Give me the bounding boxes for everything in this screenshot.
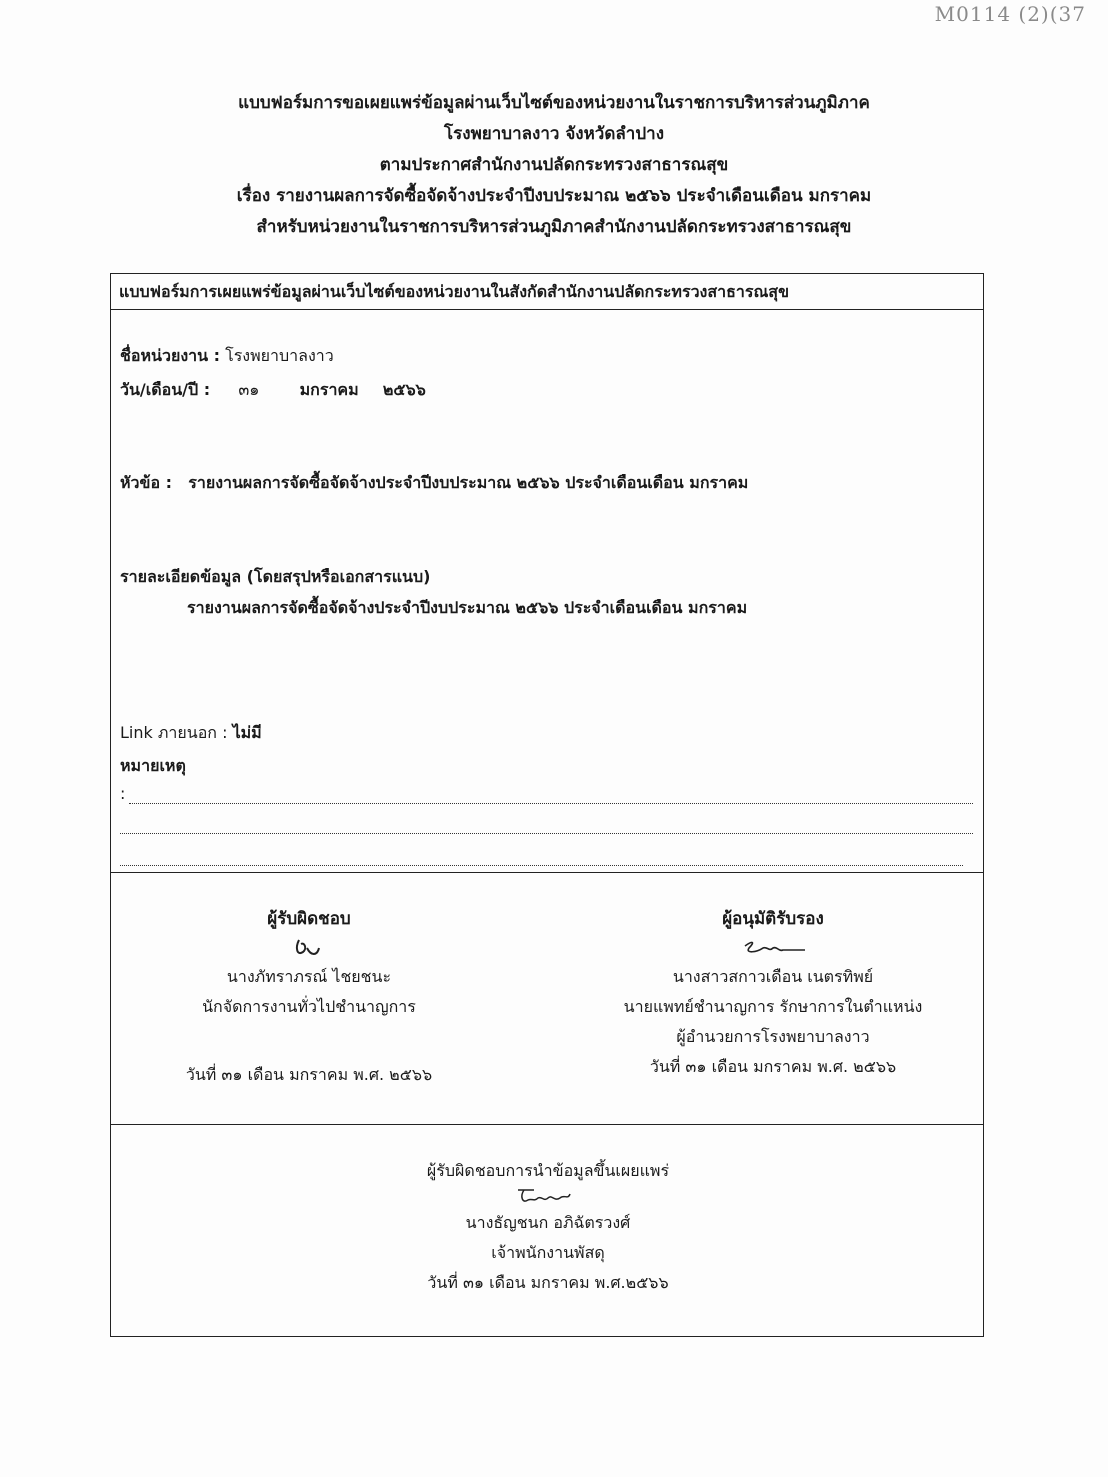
unit-name-label: ชื่อหน่วยงาน : (120, 346, 221, 365)
responsible-signature-scribble (151, 934, 467, 962)
publisher-signature-block (311, 1156, 785, 1298)
remark-colon: : (120, 784, 126, 803)
publisher-signature-scribble (311, 1186, 785, 1208)
header-line-4: เรื่อง รายงานผลการจัดซื้อจัดจ้างประจำปีงบประมาณ ๒๕๖๖ ประจำเดือนเดือน มกราคม (236, 186, 872, 206)
publisher-date: วันที่ ๓๑ เดือน มกราคม พ.ศ.๒๕๖๖ (427, 1273, 669, 1292)
responsible-position: นักจัดการงานทั่วไปชำนาญการ (202, 997, 416, 1016)
approver-position: นายแพทย์ชำนาญการ รักษาการในตำแหน่ง (623, 997, 923, 1016)
external-link-label: Link ภายนอก : (120, 723, 228, 742)
unit-name-field (120, 344, 334, 369)
remark-line-2 (120, 832, 973, 834)
publisher-name: นางธัญชนก อภิฉัตรวงศ์ (465, 1213, 631, 1232)
form-box-title: แบบฟอร์มการเผยแพร่ข้อมูลผ่านเว็บไซต์ของหน่วยงานในสังกัดสำนักงานปลัดกระทรวงสาธารณสุข (111, 274, 983, 310)
approver-position-2: ผู้อำนวยการโรงพยาบาลงาว (676, 1027, 870, 1046)
header-line-1: แบบฟอร์มการขอเผยแพร่ข้อมูลผ่านเว็บไซต์ของหน่วยงานในราชการบริหารส่วนภูมิภาค (238, 93, 870, 113)
topic-field (120, 471, 748, 496)
external-link-field (120, 721, 262, 746)
remark-field (120, 754, 186, 779)
header-line-5: สำหรับหน่วยงานในราชการบริหารส่วนภูมิภาคสำนักงานปลัดกระทรวงสาธารณสุข (256, 217, 852, 237)
topic-label: หัวข้อ : (120, 473, 173, 492)
date-month: มกราคม (299, 380, 359, 399)
topic-value: รายงานผลการจัดซื้อจัดจ้างประจำปีงบประมาณ ๒๕๖๖ ประจำเดือนเดือน มกราคม (188, 473, 749, 492)
approver-signature-block (591, 904, 955, 1082)
corner-handwritten-note: M0114 (2)(37 (934, 2, 1086, 26)
detail-value: รายงานผลการจัดซื้อจัดจ้างประจำปีงบประมาณ ๒๕๖๖ ประจำเดือนเดือน มกราคม (187, 598, 748, 617)
detail-label: รายละเอียดข้อมูล (โดยสรุปหรือเอกสารแนบ) (120, 567, 431, 586)
responsible-name: นางภัทราภรณ์ ไชยชนะ (226, 967, 392, 986)
approver-date: วันที่ ๓๑ เดือน มกราคม พ.ศ. ๒๕๖๖ (649, 1057, 897, 1076)
date-label: วัน/เดือน/ปี : (120, 380, 211, 399)
header-line-2: โรงพยาบาลงาว จังหวัดลำปาง (444, 124, 664, 144)
detail-value-field (187, 596, 747, 621)
remark-line-3 (120, 864, 963, 866)
external-link-value: ไม่มี (232, 723, 262, 742)
section-divider-2 (111, 1124, 983, 1125)
detail-label-field (120, 565, 430, 590)
responsible-date: วันที่ ๓๑ เดือน มกราคม พ.ศ. ๒๕๖๖ (185, 1065, 433, 1084)
approver-name: นางสาวสกาวเดือน เนตรทิพย์ (672, 967, 874, 986)
responsible-signature-block (151, 904, 467, 1090)
header-line-3: ตามประกาศสำนักงานปลัดกระทรวงสาธารณสุข (379, 155, 729, 175)
responsible-role: ผู้รับผิดชอบ (267, 909, 351, 929)
approver-signature-scribble (591, 934, 955, 962)
date-year: ๒๕๖๖ (382, 380, 426, 399)
remark-label: หมายเหตุ (120, 756, 186, 775)
publisher-role: ผู้รับผิดชอบการนำข้อมูลขึ้นเผยแพร่ (426, 1161, 670, 1180)
unit-name-value: โรงพยาบาลงาว (225, 346, 334, 365)
publisher-position: เจ้าพนักงานพัสดุ (491, 1243, 605, 1262)
date-field (120, 378, 426, 403)
document-header (0, 88, 1108, 243)
publication-form-box (110, 273, 984, 1337)
remark-line-1 (129, 802, 973, 804)
section-divider-1 (111, 872, 983, 873)
date-day: ๓๑ (238, 380, 260, 399)
approver-role: ผู้อนุมัติรับรอง (722, 909, 824, 929)
